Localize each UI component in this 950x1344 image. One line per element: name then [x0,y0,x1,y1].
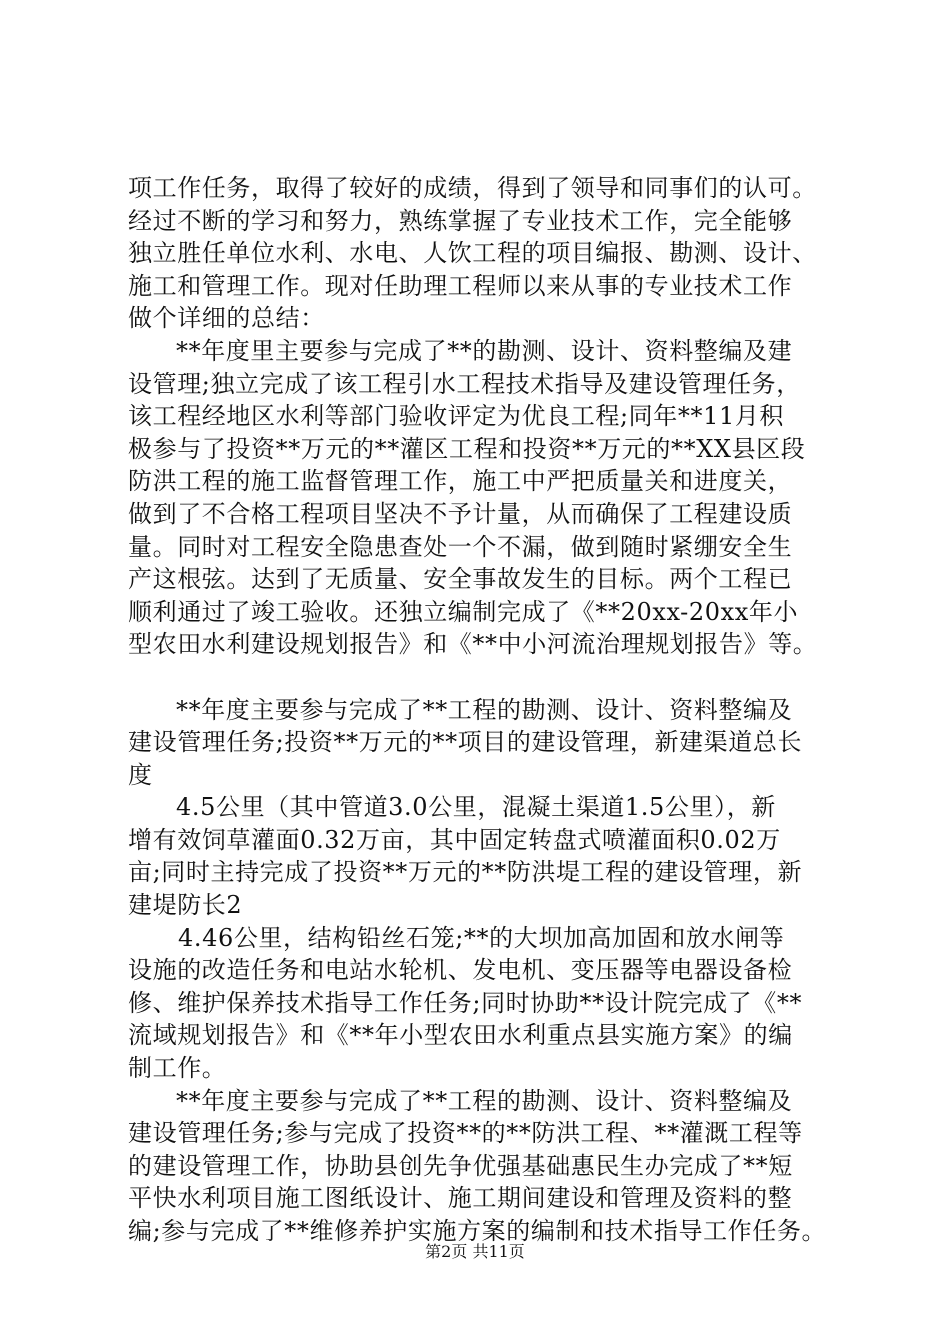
text-line: 修、维护保养技术指导工作任务;同时协助**设计院完成了《** [128,988,803,1017]
text-line: 4.46公里，结构铅丝石笼;**的大坝加高加固和放水闸等 [178,923,785,952]
text-line: 型农田水利建设规划报告》和《**中小河流治理规划报告》等。 [128,630,818,659]
text-line: 该工程经地区水利等部门验收评定为优良工程;同年**11月积 [128,402,785,431]
text-line: 项工作任务，取得了较好的成绩，得到了领导和同事们的认可。 [128,174,817,202]
text-line: 设施的改造任务和电站水轮机、发电机、变压器等电器设备检 [128,956,793,985]
text-line: 度 [128,760,153,789]
paragraph-gap [128,661,848,694]
text-line: 流域规划报告》和《**年小型农田水利重点县实施方案》的编 [128,1021,793,1050]
text-line: 做到了不合格工程项目坚决不予计量，从而确保了工程建设质 [128,499,793,528]
text-line: 顺利通过了竣工验收。还独立编制完成了《**20xx-20xx年小 [128,597,799,626]
text-line: 设管理;独立完成了该工程引水工程技术指导及建设管理任务， [128,369,801,398]
text-line: 的建设管理工作，协助县创先争优强基础惠民生办完成了**短 [128,1151,793,1180]
text-line: **年度主要参与完成了**工程的勘测、设计、资料整编及 [176,1086,793,1115]
text-line: **年度主要参与完成了**工程的勘测、设计、资料整编及 [176,695,793,724]
text-line: 极参与了投资**万元的**灌区工程和投资**万元的**XX县区段 [128,434,806,463]
text-line: 建设管理任务;参与完成了投资**的**防洪工程、**灌溉工程等 [128,1119,803,1148]
text-line: 编;参与完成了**维修养护实施方案的编制和技术指导工作任务。 [128,1217,827,1245]
page-number-footer: 第2页 共11页 [425,1242,525,1261]
text-line: 增有效饲草灌面0.32万亩，其中固定转盘式喷灌面积0.02万 [128,825,781,854]
text-line: 施工和管理工作。现对任助理工程师以来从事的专业技术工作 [128,271,793,300]
text-line: 4.5公里（其中管道3.0公里，混凝土渠道1.5公里），新 [176,793,776,822]
text-line: 制工作。 [128,1054,227,1083]
text-line: 防洪工程的施工监督管理工作，施工中严把质量关和进度关， [128,467,793,496]
text-line: 量。同时对工程安全隐患查处一个不漏，做到随时紧绷安全生 [128,532,793,561]
text-line: **年度里主要参与完成了**的勘测、设计、资料整编及建 [176,336,793,365]
text-line: 平快水利项目施工图纸设计、施工期间建设和管理及资料的整 [128,1184,793,1213]
text-line: 建设管理任务;投资**万元的**项目的建设管理，新建渠道总长 [128,728,803,757]
text-line: 做个详细的总结： [128,304,325,333]
document-body [128,172,848,1248]
text-line: 建堤防长2 [128,891,243,920]
text-line: 经过不断的学习和努力，熟练掌握了专业技术工作，完全能够 [128,206,793,235]
text-line: 产这根弦。达到了无质量、安全事故发生的目标。两个工程已 [128,565,793,594]
text-line: 亩;同时主持完成了投资**万元的**防洪堤工程的建设管理，新 [128,858,803,887]
text-line: 独立胜任单位水利、水电、人饮工程的项目编报、勘测、设计、 [128,239,817,268]
